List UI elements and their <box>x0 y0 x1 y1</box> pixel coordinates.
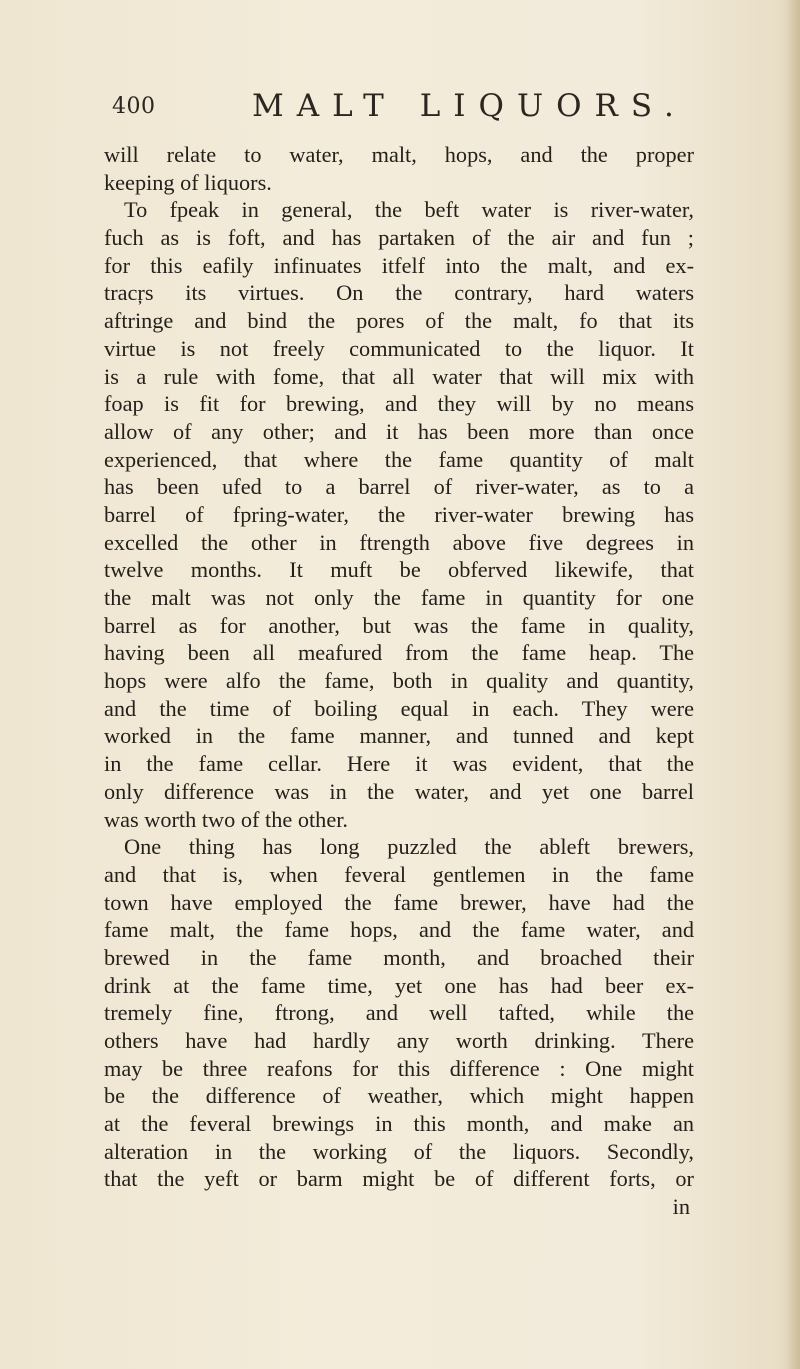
text-line: virtue is not freely communicated to the liquor. It <box>104 335 694 361</box>
text-line: alteration in the working of the liquors. Secondly, <box>104 1138 694 1164</box>
text-line: be the difference of weather, which might happen <box>104 1083 694 1109</box>
text-line: barrel as for another, but was the fame in quality, <box>104 612 694 638</box>
text-line: will relate to water, malt, hops, and the proper <box>104 142 694 167</box>
text-line: is a rule with fome, that all water that will mix with <box>104 363 694 389</box>
text-line: aftringe and bind the pores of the malt, fo that its <box>104 308 694 334</box>
text-line: for this eafily infinuates itfelf into the malt, and ex- <box>104 252 694 278</box>
text-line: tracŗs its virtues. On the contrary, hard waters <box>104 280 694 306</box>
text-line: experienced, that where the fame quantity of malt <box>104 446 694 472</box>
text-line: and that is, when feveral gentlemen in the fame <box>104 861 694 887</box>
text-line: fame malt, the fame hops, and the fame water, and <box>104 917 694 943</box>
text-line: barrel of fpring-water, the river-water brewing has <box>104 501 694 527</box>
text-line: allow of any other; and it has been more than once <box>104 418 694 444</box>
catchword: in <box>672 1194 690 1220</box>
text-line: having been all meafured from the fame heap. The <box>104 640 694 666</box>
text-line: hops were alfo the fame, both in quality and quantity, <box>104 668 694 694</box>
text-line: To fpeak in general, the beft water is river-water, <box>124 197 694 223</box>
text-line: excelled the other in ftrength above five degrees in <box>104 529 694 555</box>
text-line: brewed in the fame month, and broached their <box>104 944 694 970</box>
text-line: has been ufed to a barrel of river-water, as to a <box>104 474 694 500</box>
text-line: twelve months. It muft be obferved likewife, that <box>104 557 694 583</box>
text-line: that the yeft or barm might be of different forts, or <box>104 1166 694 1192</box>
body-text <box>104 141 694 1221</box>
text-line: and the time of boiling equal in each. They were <box>104 695 694 721</box>
text-line: was worth two of the other. <box>104 806 348 832</box>
page-number: 400 <box>112 94 156 119</box>
text-line: tremely fine, ftrong, and well tafted, while the <box>104 1000 694 1026</box>
page-header <box>112 88 687 128</box>
text-line: only difference was in the water, and yet one barrel <box>104 778 694 804</box>
text-line: drink at the fame time, yet one has had beer ex- <box>104 972 694 998</box>
text-line: worked in the fame manner, and tunned and kept <box>104 723 694 749</box>
text-line: at the feveral brewings in this month, and make an <box>104 1111 694 1137</box>
text-line: One thing has long puzzled the ableft brewers, <box>124 834 694 860</box>
text-line: may be three reafons for this difference : One might <box>104 1055 694 1081</box>
running-title: MALT LIQUORS. <box>252 88 687 124</box>
text-line: the malt was not only the fame in quantity for one <box>104 585 694 610</box>
text-line: foap is fit for brewing, and they will by no means <box>104 391 694 417</box>
text-line: in the fame cellar. Here it was evident, that the <box>104 751 694 777</box>
text-line: fuch as is foft, and has partaken of the air and fun ; <box>104 225 694 251</box>
text-line: town have employed the fame brewer, have had the <box>104 889 694 915</box>
text-line: others have had hardly any worth drinking. There <box>104 1028 694 1053</box>
text-line: keeping of liquors. <box>104 169 272 195</box>
page-edge-shadow <box>786 0 800 1369</box>
